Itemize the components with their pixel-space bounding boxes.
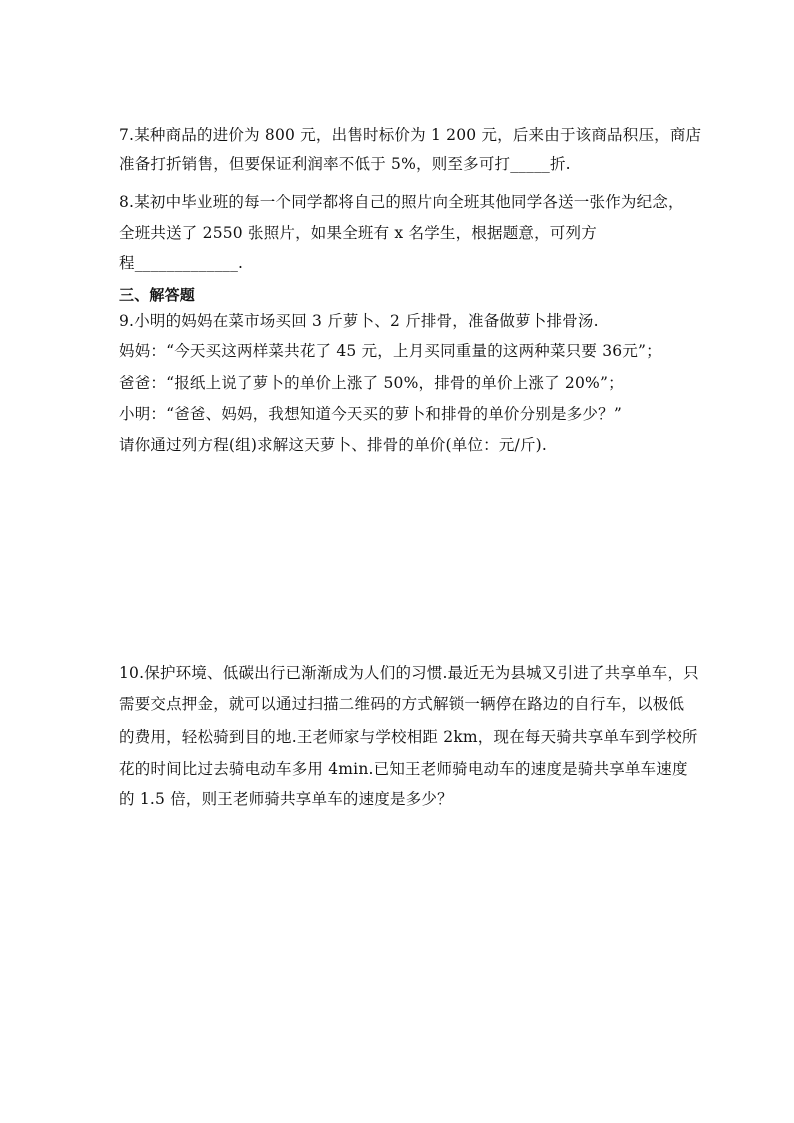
section-3-heading: 三、解答题 bbox=[119, 286, 196, 304]
question-9-line-5: 请你通过列方程(组)求解这天萝卜、排骨的单价(单位：元/斤). bbox=[119, 436, 548, 454]
question-8-line-2: 全班共送了 2550 张照片，如果全班有 x 名学生，根据题意，可列方 bbox=[119, 224, 597, 242]
question-10-line-5: 的 1.5 倍，则王老师骑共享单车的速度是多少？ bbox=[119, 790, 453, 808]
question-10-line-2: 需要交点押金，就可以通过扫描二维码的方式解锁一辆停在路边的自行车，以极低 bbox=[119, 695, 685, 713]
question-9-line-4: 小明：“爸爸、妈妈，我想知道今天买的萝卜和排骨的单价分别是多少？” bbox=[119, 405, 622, 423]
question-8-line-1: 8.某初中毕业班的每一个同学都将自己的照片向全班其他同学各送一张作为纪念， bbox=[119, 193, 684, 211]
question-9-line-2: 妈妈：“今天买这两样菜共花了 45 元，上月买同重量的这两种菜只要 36元”； bbox=[119, 342, 662, 360]
question-10-line-3: 的费用，轻松骑到目的地.王老师家与学校相距 2km，现在每天骑共享单车到学校所 bbox=[119, 728, 698, 746]
question-7-line-1: 7.某种商品的进价为 800 元，出售时标价为 1 200 元，后来由于该商品积压，商店 bbox=[119, 126, 702, 144]
question-7-line-2: 准备打折销售，但要保证利润率不低于 5%，则至多可打_____折. bbox=[119, 155, 571, 173]
question-10-line-1: 10.保护环境、低碳出行已渐渐成为人们的习惯.最近无为县城又引进了共享单车，只 bbox=[119, 664, 699, 682]
question-10-line-4: 花的时间比过去骑电动车多用 4min.已知王老师骑电动车的速度是骑共享单车速度 bbox=[119, 760, 688, 778]
question-9-line-1: 9.小明的妈妈在菜市场买回 3 斤萝卜、2 斤排骨，准备做萝卜排骨汤. bbox=[119, 312, 599, 330]
question-9-line-3: 爸爸：“报纸上说了萝卜的单价上涨了 50%，排骨的单价上涨了 20%”； bbox=[119, 374, 624, 392]
question-8-line-3: 程_____________. bbox=[119, 254, 244, 272]
